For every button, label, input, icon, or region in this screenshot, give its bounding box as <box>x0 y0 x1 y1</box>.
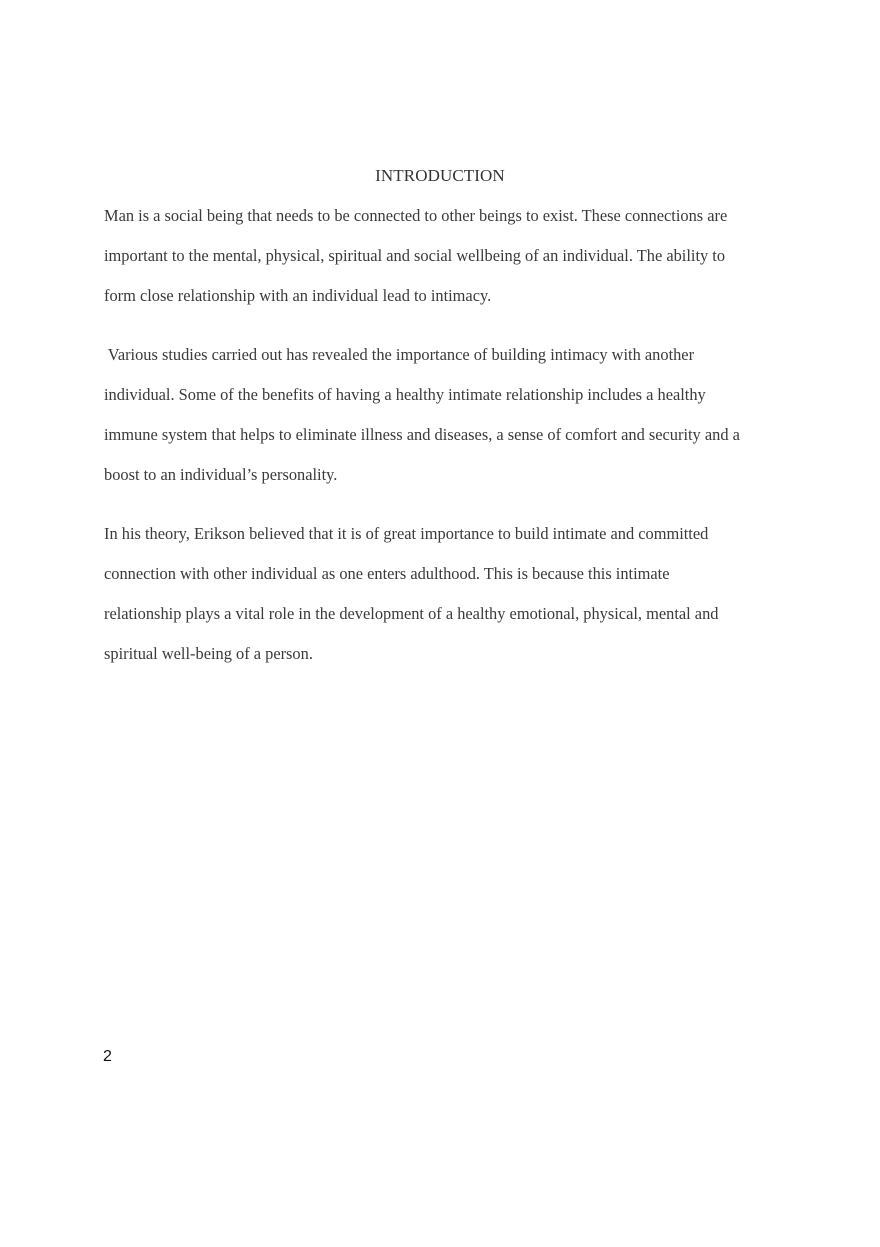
paragraph-3-line-1: In his theory, Erikson believed that it is of great importance to build intimate and committed <box>104 524 709 543</box>
paragraph-2-line-1: Various studies carried out has revealed the importance of building intimacy with another <box>104 345 695 364</box>
paragraph-1 <box>104 196 780 316</box>
paragraph-1-line-1: Man is a social being that needs to be connected to other beings to exist. These connections are <box>104 206 728 225</box>
paragraph-1-line-2: important to the mental, physical, spiritual and social wellbeing of an individual. The ability to <box>104 246 726 265</box>
paragraph-3-line-4: spiritual well-being of a person. <box>104 644 313 663</box>
paragraph-2-line-2: individual. Some of the benefits of having a healthy intimate relationship includes a healthy <box>104 385 706 404</box>
page-number: 2 <box>103 1048 112 1065</box>
paragraph-3-line-2: connection with other individual as one enters adulthood. This is because this intimate <box>104 564 670 583</box>
paragraph-2 <box>104 335 780 495</box>
paragraph-3-line-3: relationship plays a vital role in the development of a healthy emotional, physical, mental and <box>104 604 719 623</box>
paragraph-2-line-3: immune system that helps to eliminate illness and diseases, a sense of comfort and security and a <box>104 425 740 444</box>
paragraph-1-line-3: form close relationship with an individual lead to intimacy. <box>104 286 492 305</box>
paragraph-2-line-4: boost to an individual’s personality. <box>104 465 338 484</box>
paragraph-3 <box>104 514 780 674</box>
section-heading: INTRODUCTION <box>375 166 505 185</box>
